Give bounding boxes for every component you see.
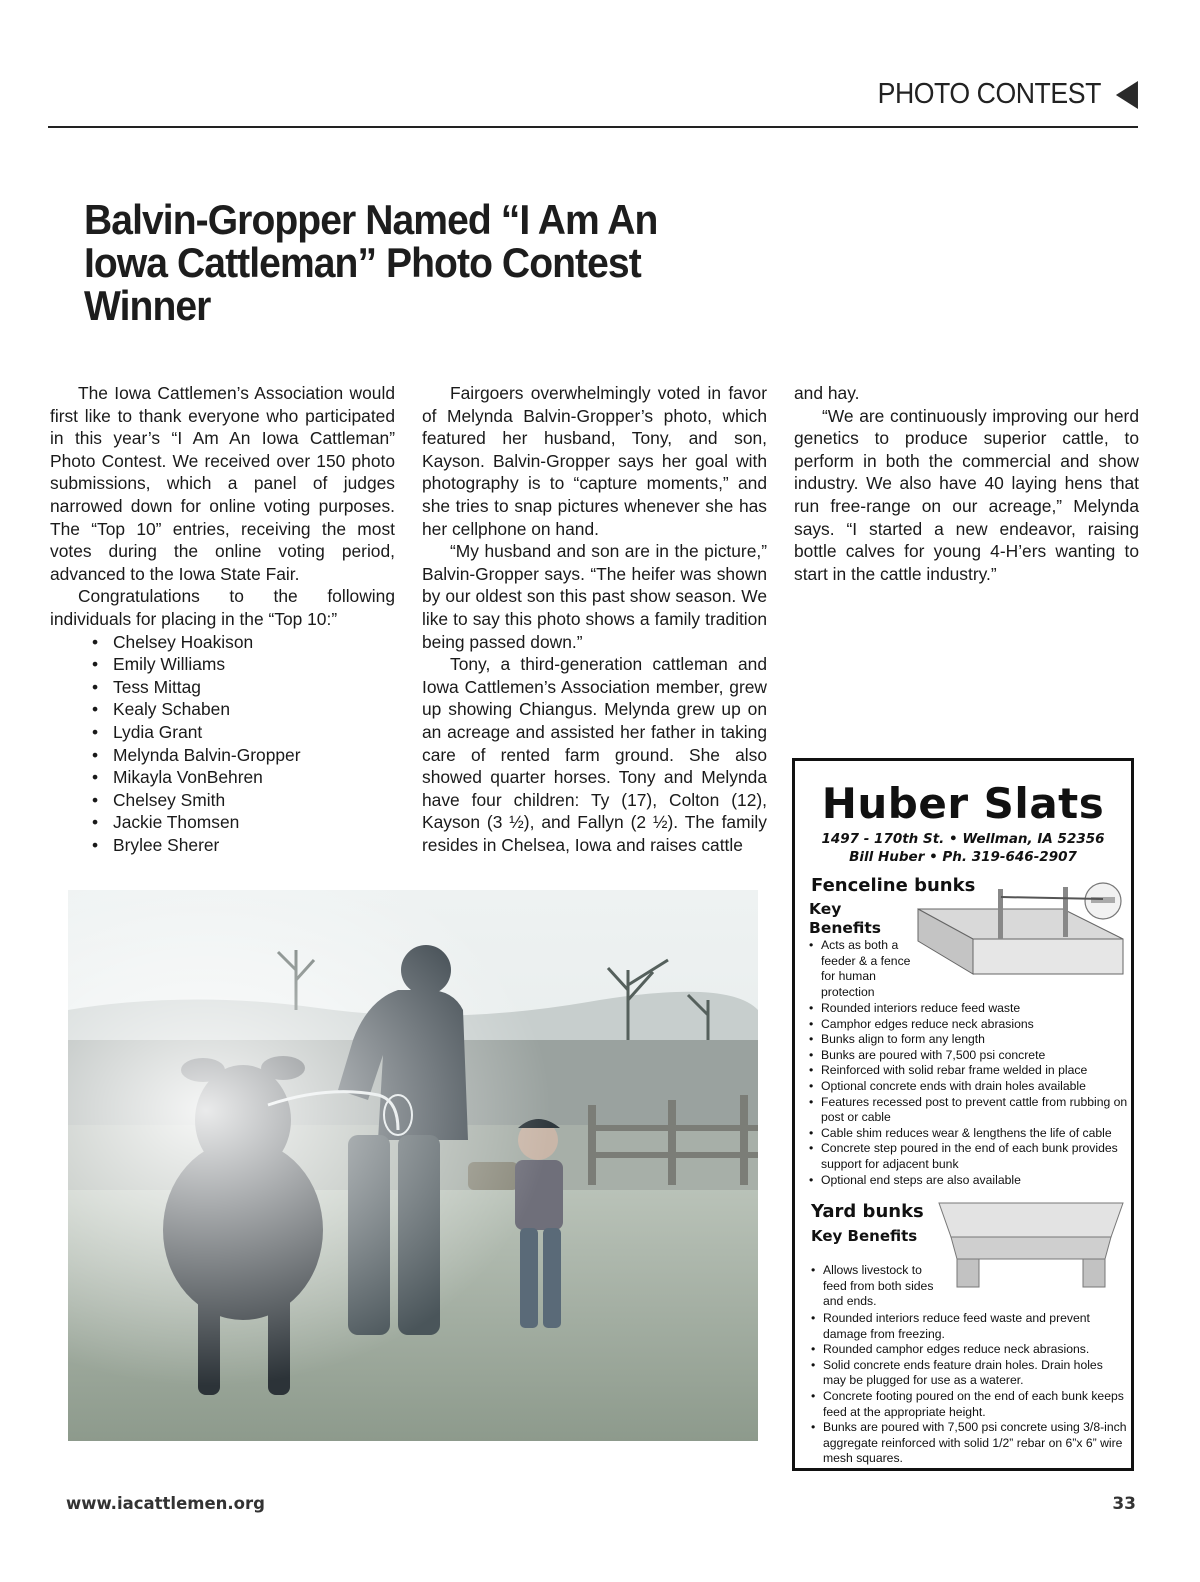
yard-benefits-list-a xyxy=(811,1263,941,1310)
list-item: • Kealy Schaben xyxy=(92,698,395,721)
paragraph: and hay. xyxy=(794,383,860,403)
fenceline-benefits-list-b xyxy=(809,1001,1131,1188)
list-item: • Jackie Thomsen xyxy=(92,811,395,834)
list-item: • Emily Williams xyxy=(92,653,395,676)
article-column-2 xyxy=(422,382,767,856)
list-item: • Concrete step poured in the end of each bunk provides support for adjacent bunk xyxy=(809,1141,1131,1172)
list-item: • Concrete footing poured on the end of each bunk keeps feed at the appropriate height. xyxy=(811,1389,1127,1420)
article-column-3 xyxy=(794,382,1139,585)
huber-slats-ad xyxy=(792,758,1134,1471)
list-item: • Reinforced with solid rebar frame welded in place xyxy=(809,1063,1131,1079)
list-item: • Rounded camphor edges reduce neck abrasions. xyxy=(811,1342,1127,1358)
paragraph: “We are continuously improving our herd genetics to produce superior cattle, to perform in both the commercial and show industry. We also have 40 laying hens that run free-range on our acreage,” Melynda says. “I started a new endeavor, raising bottle calves for young 4-H’ers wanting to start in the cattle industry.” xyxy=(794,405,1139,584)
article-headline: Balvin-Gropper Named “I Am An Iowa Cattleman” Photo Contest Winner xyxy=(84,196,658,329)
paragraph: Congratulations to the following individuals for placing in the “Top 10:” xyxy=(50,586,395,629)
list-item: • Brylee Sherer xyxy=(92,834,395,857)
paragraph: Fairgoers overwhelmingly voted in favor of Melynda Balvin-Gropper’s photo, which featured her husband, Tony, and son, Kayson. Balvin-Gropper says her goal with photography is to “capture moments,” and she tries to snap pictures whenever she has her cellphone on hand. xyxy=(422,383,767,539)
ad-contact: Bill Huber • Ph. 319-646-2907 xyxy=(849,849,1077,865)
ad-address: 1497 - 170th St. • Wellman, IA 52356 xyxy=(821,831,1105,847)
list-item: • Chelsey Smith xyxy=(92,789,395,812)
list-item: • Bunks align to form any length xyxy=(809,1032,1131,1048)
list-item: • Acts as both a feeder & a fence for human protection xyxy=(809,938,927,1000)
fenceline-subheading: Key Benefits xyxy=(809,900,881,937)
contest-winning-photo xyxy=(68,890,758,1441)
list-item: • Mikayla VonBehren xyxy=(92,766,395,789)
list-item: • Chelsey Hoakison xyxy=(92,631,395,654)
section-label: PHOTO CONTEST xyxy=(877,78,1102,110)
list-item: • Features recessed post to prevent cattle from rubbing on post or cable xyxy=(809,1095,1131,1126)
list-item: • Camphor edges reduce neck abrasions xyxy=(809,1017,1131,1033)
list-item: • Bunks are poured with 7,500 psi concrete using 3/8-inch aggregate reinforced with solid 1/2” rebar on 6”x 6” wire mesh squares. xyxy=(811,1420,1127,1467)
list-item: • Lydia Grant xyxy=(92,721,395,744)
list-item: • Optional end steps are also available xyxy=(809,1173,1131,1189)
paragraph: “My husband and son are in the picture,” Balvin-Gropper says. “The heifer was shown by our oldest son this past show season. We like to say this photo shows a family tradition being passed down.” xyxy=(422,541,767,652)
header-rule xyxy=(48,126,1138,128)
yard-heading: Yard bunks xyxy=(811,1201,924,1222)
page-number: 33 xyxy=(1112,1494,1136,1514)
list-item: • Bunks are poured with 7,500 psi concrete xyxy=(809,1048,1131,1064)
section-header xyxy=(878,78,1138,111)
list-item: • Rounded interiors reduce feed waste and prevent damage from freezing. xyxy=(811,1311,1127,1342)
fenceline-benefits-list-a xyxy=(809,938,927,1000)
paragraph: The Iowa Cattlemen’s Association would first like to thank everyone who participated in this year’s “I Am An Iowa Cattleman” Photo Contest. We received over 150 photo submissions, which a panel of judges narrowed down for online voting purposes. The “Top 10” entries, receiving the most votes during the online voting period, advanced to the Iowa State Fair. xyxy=(50,383,395,584)
ad-title: Huber Slats xyxy=(821,779,1105,828)
footer-url: www.iacattlemen.org xyxy=(66,1494,265,1513)
winners-list xyxy=(50,631,395,857)
fenceline-heading: Fenceline bunks xyxy=(811,875,976,896)
list-item: • Rounded interiors reduce feed waste xyxy=(809,1001,1131,1017)
yard-bunk-illustration xyxy=(935,1197,1127,1297)
list-item: • Tess Mittag xyxy=(92,676,395,699)
yard-subheading: Key Benefits xyxy=(811,1227,918,1245)
yard-benefits-list-b xyxy=(811,1311,1127,1467)
list-item: • Cable shim reduces wear & lengthens the life of cable xyxy=(809,1126,1131,1142)
list-item: • Optional concrete ends with drain holes available xyxy=(809,1079,1131,1095)
fenceline-bunk-illustration xyxy=(913,879,1128,984)
article-column-1 xyxy=(50,382,395,856)
triangle-left-icon xyxy=(1116,81,1138,109)
list-item: • Solid concrete ends feature drain holes. Drain holes may be plugged for use as a waterer. xyxy=(811,1358,1127,1389)
list-item: • Allows livestock to feed from both sides and ends. xyxy=(811,1263,941,1310)
paragraph: Tony, a third-generation cattleman and Iowa Cattlemen’s Association member, grew up showing Chiangus. Melynda grew up on an acreage and assisted her father in taking care of rented farm ground. She also showed quarter horses. Tony and Melynda have four children: Ty (17), Colton (12), Kayson (3 ½), and Fallyn (2 ½). The family resides in Chelsea, Iowa and raises cattle xyxy=(422,654,767,855)
list-item: • Melynda Balvin-Gropper xyxy=(92,744,395,767)
